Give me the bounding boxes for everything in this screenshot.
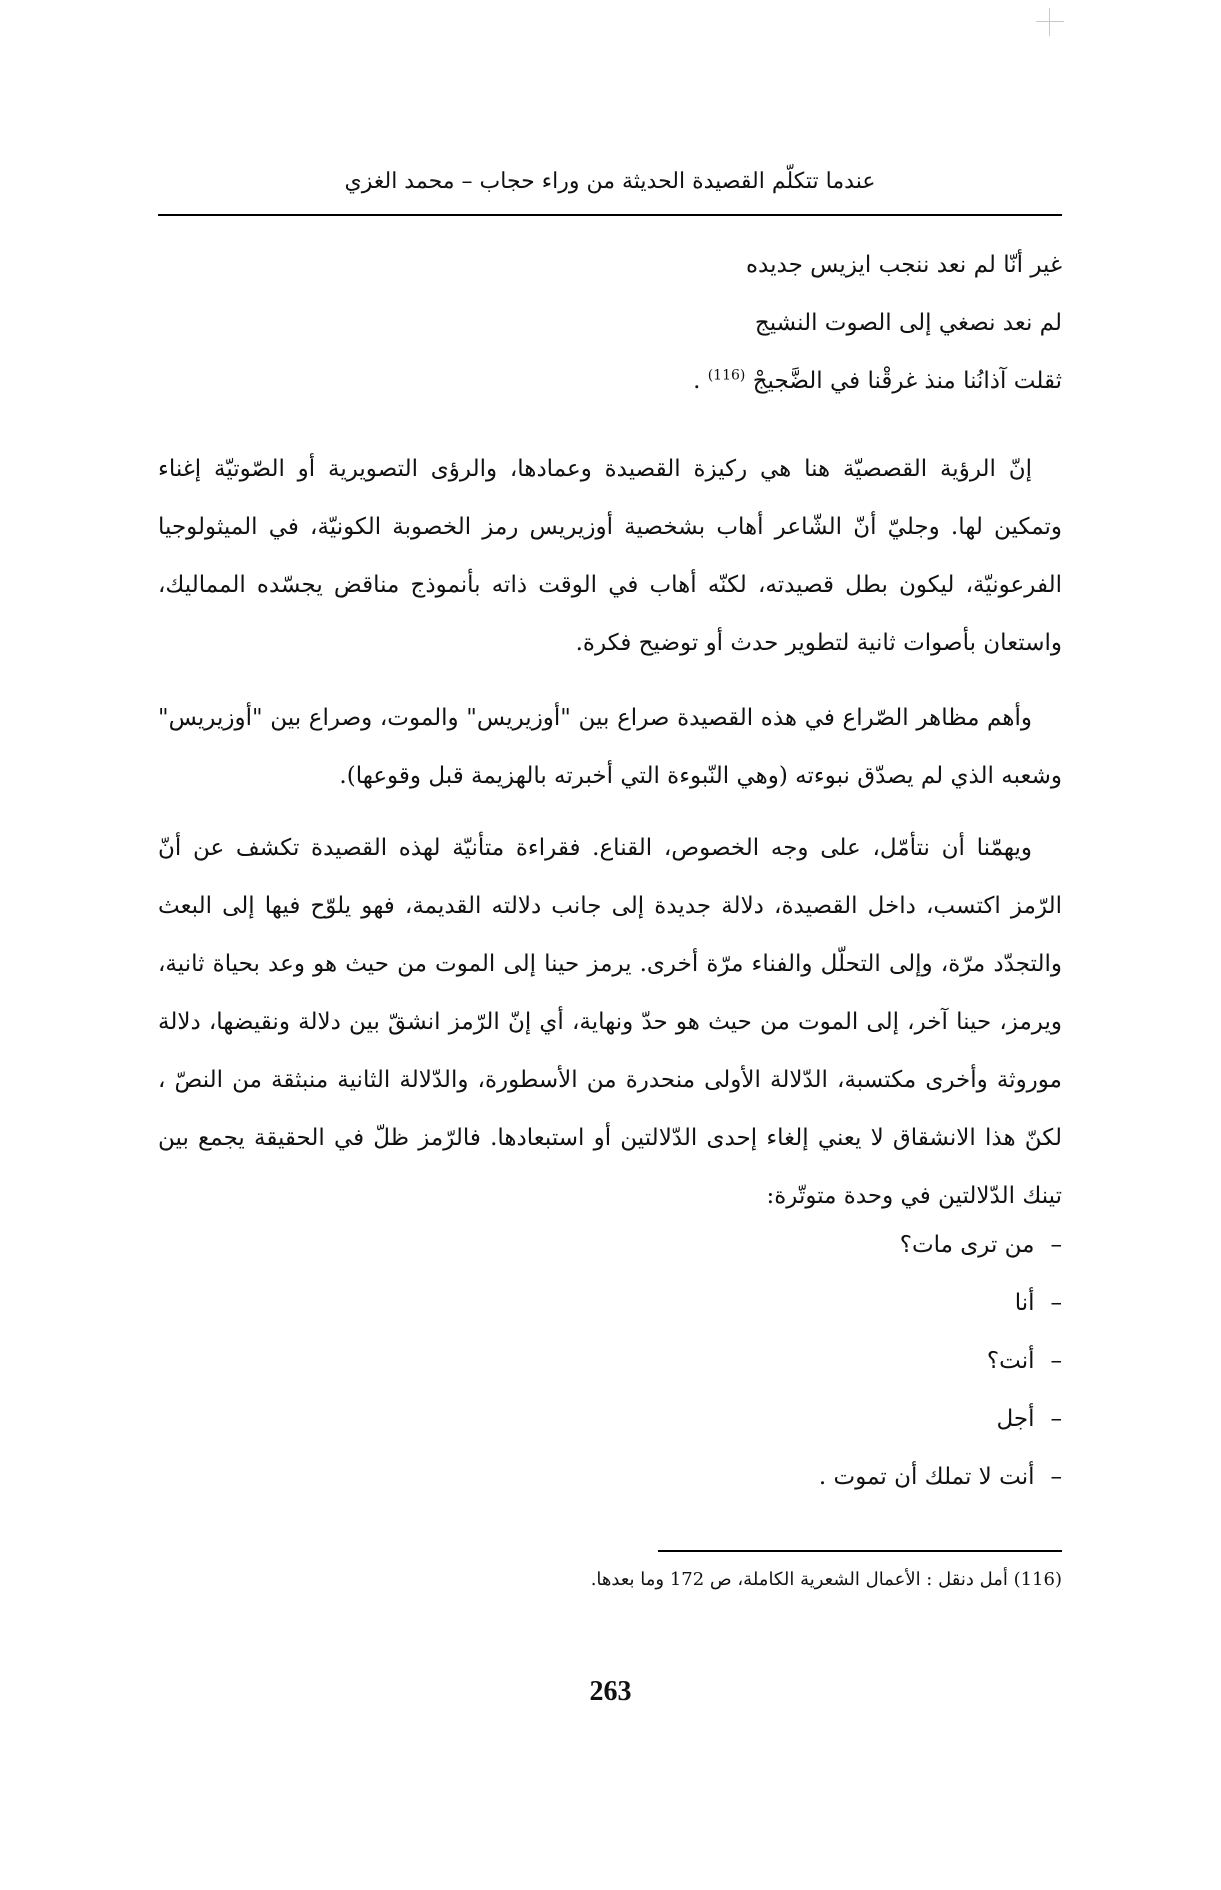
dialogue-line	[158, 1216, 1062, 1274]
dialogue-block	[158, 1216, 1132, 1506]
crop-mark	[1036, 8, 1064, 36]
dialogue-dash: –	[1050, 1348, 1062, 1374]
poem-block	[158, 236, 1084, 410]
dialogue-line	[158, 1448, 1062, 1506]
page-number: 263	[589, 1676, 632, 1707]
dialogue-line	[158, 1274, 1062, 1332]
poem-line-last	[158, 352, 1062, 410]
paragraph-1: إنّ الرؤية القصصيّة هنا هي ركيزة القصيدة وعمادها، والرؤى التصويرية أو الصّوتيّة إغناء وتمكين لها. وجليّ أنّ الشّاعر أهاب بشخصية أوزيريس رمز الخصوبة الكونيّة، في الميثولوجيا الفرعونيّة، ليكون بطل قصيدته، لكنّه أهاب في الوقت ذاته بأنموذج مناقض يجسّده المماليك، واستعان بأصوات ثانية لتطوير حدث أو توضيح فكرة.	[158, 456, 1062, 656]
poem-line: لم نعد نصغي إلى الصوت النشيج	[754, 310, 1062, 336]
footnote-rule	[658, 1550, 1062, 1552]
paragraph-3: ويهمّنا أن نتأمّل، على وجه الخصوص، القناع. فقراءة متأنيّة لهذه القصيدة تكشف عن أنّ الرّمز اكتسب، داخل القصيدة، دلالة جديدة إلى جانب دلالته القديمة، فهو يلوّح فيها إلى البعث والتجدّد مرّة، وإلى التحلّل والفناء مرّة أخرى. يرمز حينا إلى الموت من حيث هو وعد بحياة ثانية، ويرمز، حينا آخر، إلى الموت من حيث هو حدّ ونهاية، أي إنّ الرّمز انشقّ بين دلالة ونقيضها، دلالة موروثة وأخرى مكتسبة، الدّلالة الأولى منحدرة من الأسطورة، والدّلالة الثانية منبثقة من النصّ ، لكنّ هذا الانشقاق لا يعني إلغاء إحدى الدّلالتين أو استبعادها. فالرّمز ظلّ في الحقيقة يجمع بين تينك الدّلالتين في وحدة متوتّرة:	[158, 835, 1062, 1209]
dialogue-dash: –	[1050, 1232, 1062, 1258]
dialogue-text: من ترى مات؟	[899, 1232, 1035, 1258]
dialogue-text: أنت لا تملك أن تموت .	[818, 1464, 1035, 1490]
footnote-reference[interactable]: (116)	[707, 367, 746, 384]
dialogue-line	[158, 1332, 1062, 1390]
dialogue-dash: –	[1050, 1406, 1062, 1432]
dialogue-text: أنت؟	[986, 1348, 1035, 1374]
dialogue-dash: –	[1050, 1464, 1062, 1490]
footnote: (116) أمل دنقل : الأعمال الشعرية الكاملة، ص 172 وما بعدها.	[590, 1569, 1062, 1590]
dialogue-text: أنا	[1014, 1290, 1035, 1316]
running-header: عندما تتكلّم القصيدة الحديثة من وراء حجاب – محمد الغزي	[344, 169, 876, 194]
dialogue-dash: –	[1050, 1290, 1062, 1316]
header-rule	[158, 214, 1062, 216]
paragraph-2: وأهم مظاهر الصّراع في هذه القصيدة صراع بين "أوزيريس" والموت، وصراع بين "أوزيريس" وشعبه الذي لم يصدّق نبوءته (وهي النّبوءة التي أخبرته بالهزيمة قبل وقوعها).	[158, 705, 1062, 789]
poem-line-text: ثقلت آذانُنا منذ غرقْنا في الضَّجيجْ	[752, 368, 1062, 394]
dialogue-line	[158, 1390, 1062, 1448]
poem-end-mark: .	[693, 368, 701, 394]
poem-line: غير أنّا لم نعد ننجب ايزيس جديده	[745, 252, 1062, 278]
dialogue-text: أجل	[996, 1406, 1035, 1432]
